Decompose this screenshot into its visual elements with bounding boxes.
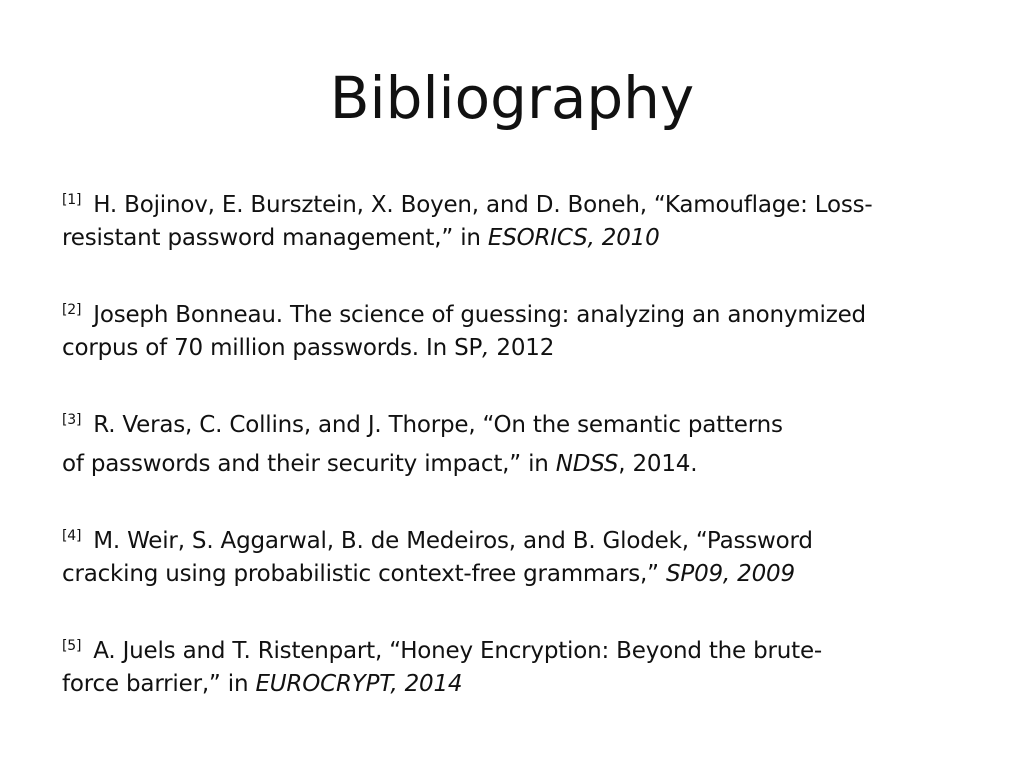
reference-item-3 bbox=[62, 404, 962, 481]
reference-text-line2: resistant password management,” in bbox=[62, 225, 488, 251]
reference-number: [2] bbox=[62, 302, 82, 318]
reference-text-line1: Joseph Bonneau. The science of guessing: analyzing an anonymized bbox=[93, 302, 866, 328]
reference-number: [3] bbox=[62, 412, 82, 428]
reference-item-4 bbox=[62, 520, 962, 591]
reference-text-line1: R. Veras, C. Collins, and J. Thorpe, “On the semantic patterns bbox=[93, 412, 783, 438]
reference-item-5 bbox=[62, 630, 962, 701]
reference-number: [5] bbox=[62, 638, 82, 654]
reference-text-line1: M. Weir, S. Aggarwal, B. de Medeiros, and B. Glodek, “Password bbox=[93, 528, 813, 554]
reference-venue: ESORICS, 2010 bbox=[487, 225, 660, 251]
reference-text-tail: , 2014. bbox=[618, 451, 698, 477]
reference-number: [1] bbox=[62, 192, 82, 208]
reference-text-line2: cracking using probabilistic context-free grammars,” bbox=[62, 561, 666, 587]
reference-venue: NDSS bbox=[555, 451, 619, 477]
reference-item-1 bbox=[62, 184, 962, 255]
reference-venue: SP09, 2009 bbox=[666, 561, 795, 587]
reference-venue: EUROCRYPT, 2014 bbox=[255, 671, 463, 697]
reference-text-line2: force barrier,” in bbox=[62, 671, 256, 697]
page-title: Bibliography bbox=[329, 64, 695, 132]
reference-number: [4] bbox=[62, 528, 82, 544]
reference-text-line2: of passwords and their security impact,” in bbox=[62, 451, 556, 477]
reference-text-line1: H. Bojinov, E. Bursztein, X. Boyen, and D. Boneh, “Kamouflage: Loss- bbox=[93, 192, 873, 218]
reference-text-line2: corpus of 70 million passwords. In SP bbox=[62, 335, 483, 361]
reference-text-line1: A. Juels and T. Ristenpart, “Honey Encryption: Beyond the brute- bbox=[93, 638, 823, 664]
reference-venue: , bbox=[482, 335, 490, 361]
reference-text-tail: 2012 bbox=[489, 335, 555, 361]
reference-list bbox=[62, 184, 962, 740]
reference-item-2 bbox=[62, 294, 962, 365]
